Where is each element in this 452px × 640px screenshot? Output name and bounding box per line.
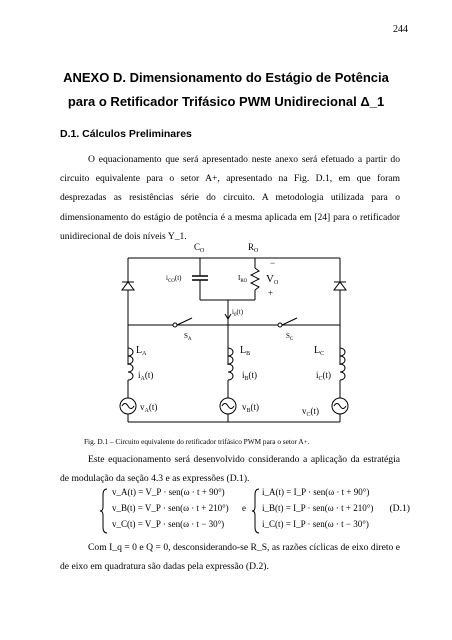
circuit-diagram [100,230,370,430]
equation-ib: i_B(t) = I_P · sen(ω · t + 210°) [262,503,374,513]
label-vb: $v_B(t)$ [242,402,260,414]
paragraph-duty-cycles: Com I_q = 0 e Q = 0, desconsiderando-se R_S, as razões cíclicas de eixo direto e de eixo em quadratura são dadas pela expressão (D.2). [60,542,400,573]
label-sc: $S_C$ [286,332,294,342]
equation-connector: e [242,503,246,513]
diode-right-icon [334,282,346,290]
figure-caption: Fig. D.1 – Circuito equivalente do retificador trifásico PWM para o setor A+. [84,437,310,446]
switch-sc-icon [282,318,297,325]
inductor-lc-icon [340,348,345,380]
paragraph-modulation: Este equacionamento será desenvolvido considerando a aplicação da estratégia de modulação da seção 4.3 e as expressões (D.1). [60,454,400,485]
paragraph-intro: O equacionamento que será apresentado neste anexo será efetuado a partir do circuito equivalente para o setor A+, apresentado na Fig. D.1, em que foram desprezadas as resistências série do circuito. A metodologia utilizada para o dimensionamento do estágio de potência é a mesma aplicada em [24] para o retificador unidirecional de dois níveis Y_1. [60,154,400,242]
label-la: $L_A$ [136,345,147,357]
label-io: $i_0(t)$ [232,308,244,318]
page-number: 244 [393,24,408,35]
right-brace-icon [252,487,260,535]
inductor-la-icon [128,348,133,380]
label-lc: $L_C$ [314,345,325,357]
equation-vb: v_B(t) = V_P · sen(ω · t + 210°) [112,503,229,513]
inductor-lb-icon [228,348,233,380]
label-ico: $i_{CO}(t)$ [166,274,182,284]
annex-title-line1: ANEXO D. Dimensionamento do Estágio de Potência [63,70,389,85]
equation-va: v_A(t) = V_P · sen(ω · t + 90°) [112,487,225,497]
label-ro: $R_O$ [248,242,259,254]
label-co: $C_O$ [194,242,205,254]
label-vc: $v_C(t)$ [302,406,320,418]
label-lb: $L_B$ [240,345,251,357]
label-sa: $S_A$ [184,332,192,342]
ac-source-c-icon [332,398,348,414]
label-ia: $i_A(t)$ [138,370,154,382]
equation-block [100,487,410,535]
label-minus: − [270,258,276,268]
left-brace-icon [100,487,108,535]
equation-vc: v_C(t) = V_P · sen(ω · t − 30°) [112,519,225,529]
label-vo: VO [266,273,279,286]
equation-ic: i_C(t) = I_P · sen(ω · t − 30°) [262,519,369,529]
ac-source-a-icon [120,398,136,414]
diode-left-icon [122,282,134,290]
label-ic: $i_C(t)$ [316,370,332,382]
equation-number: (D.1) [389,503,410,514]
ac-source-b-icon [220,398,236,414]
label-iro: $I_{RO}$ [238,274,248,284]
label-ib: $i_B(t)$ [242,370,258,382]
switch-sa-icon [177,318,192,325]
section-heading: D.1. Cálculos Preliminares [60,128,192,140]
label-va: $v_A(t)$ [140,402,158,414]
label-plus: + [268,288,274,298]
resistor-ro-icon [251,268,259,290]
annex-title-line2: para o Retificador Trifásico PWM Unidirecional Δ_1 [67,94,385,109]
equation-ia: i_A(t) = I_P · sen(ω · t + 90°) [262,487,370,497]
